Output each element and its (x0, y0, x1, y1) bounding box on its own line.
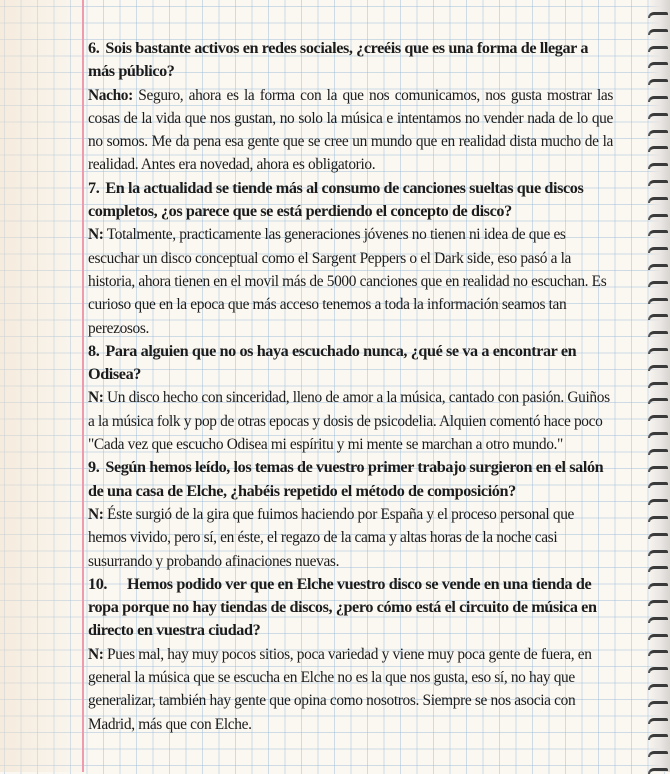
answer-text: Totalmente, practicamente las generaciones jóvenes no tienen ni idea de que es escuchar un disco conceptual como el Sargent Peppers o el Dark side, eso pasó a la historia, ahora tienen en el movil más de 5000 canciones que en realidad no escuchan. Es curioso que en la epoca que más acceso tenemos a toda la información seamos tan perezosos. (88, 226, 607, 337)
spiral-ring (648, 482, 668, 488)
spiral-ring (648, 62, 668, 68)
answer-9 (88, 503, 613, 573)
spiral-ring (648, 214, 668, 220)
spiral-ring (648, 684, 668, 690)
spiral-ring (648, 667, 668, 673)
spiral-ring (648, 718, 668, 724)
question-number: 8. (88, 341, 100, 360)
answer-text: Seguro, ahora es la forma con la que nos comunicamos, nos gusta mostrar las cosas de la vida que nos gustan, no solo la música e intentamos no vender nada de lo que no somos. Me da pena esa gente que se cree un mundo que en realidad dista mucho de la realidad. Antes era novedad, ahora es obligatorio. (88, 86, 613, 174)
question-number: 10. (88, 574, 108, 593)
question-text: En la actualidad se tiende más al consumo de canciones sueltas que discos completos, ¿os parece que se está perdiendo el concepto de disco? (88, 178, 584, 221)
interview-text (88, 37, 613, 736)
spiral-ring (648, 298, 668, 304)
answer-text: Éste surgió de la gira que fuimos haciendo por España y el proceso personal que hemos vivido, pero sí, en éste, el regazo de la cama y altas horas de la noche casi susurrando y probando afinaciones nuevas. (88, 505, 575, 570)
answer-text: Pues mal, hay muy pocos sitios, poca variedad y viene muy poca gente de fuera, en general la música que se escucha en Elche no es la que nos gusta, eso sí, no hay que generalizar, también hay gente que opina como nosotros. Siempre se nos asocia con Madrid, más que con Elche. (88, 645, 592, 733)
spiral-ring (648, 130, 668, 136)
question-text: Hemos podido ver que en Elche vuestro disco se vende en una tienda de ropa porque no hay tiendas de discos, ¿pero cómo está el circuito de música en directo en vuestra ciudad? (88, 574, 597, 640)
spiral-ring (648, 701, 668, 707)
spiral-ring (648, 415, 668, 421)
spiral-ring (648, 146, 668, 152)
spiral-ring (648, 550, 668, 556)
paper-edge-shade (0, 0, 82, 772)
spiral-ring (648, 197, 668, 203)
spiral-ring (648, 533, 668, 539)
spiral-ring (648, 516, 668, 522)
spiral-ring (648, 617, 668, 623)
spiral-ring (648, 768, 668, 774)
spiral-ring (648, 600, 668, 606)
question-text: Según hemos leído, los temas de vuestro primer trabajo surgieron en el salón de una casa de Elche, ¿habéis repetido el método de composición? (88, 458, 604, 500)
spiral-ring (648, 264, 668, 270)
spiral-ring (648, 12, 668, 18)
answer-text: Un disco hecho con sinceridad, lleno de amor a la música, cantado con pasión. Guiños a la música folk y pop de otras epocas y dosis de psicodelia. Alquien comentó hace poco "Cada vez que escucho Odisea mi espíritu y mi mente se marchan a otro mundo." (88, 389, 610, 454)
spiral-ring (648, 113, 668, 119)
spiral-ring (648, 499, 668, 505)
question-number: 6. (88, 39, 100, 57)
question-number: 7. (88, 178, 100, 197)
spiral-ring (648, 46, 668, 52)
spiral-ring (648, 734, 668, 740)
margin-line (82, 0, 84, 772)
question-text: Para alguien que no os haya escuchado nunca, ¿qué se va a encontrar en Odisea? (88, 341, 577, 384)
question-6 (88, 37, 613, 84)
spiral-ring (648, 79, 668, 85)
answer-10 (88, 643, 613, 736)
spiral-ring (648, 365, 668, 371)
question-10 (88, 573, 613, 643)
speaker-label: N: (88, 505, 104, 523)
spiral-ring (648, 29, 668, 35)
question-text: Sois bastante activos en redes sociales, ¿creéis que es una forma de llegar a más público? (88, 39, 589, 81)
spiral-ring (648, 466, 668, 472)
answer-6 (88, 84, 613, 177)
spiral-ring (648, 566, 668, 572)
answer-7 (88, 223, 613, 339)
spiral-ring (648, 398, 668, 404)
spiral-ring (648, 432, 668, 438)
spiral-ring (648, 348, 668, 354)
speaker-label: Nacho: (88, 86, 133, 104)
spiral-ring (648, 281, 668, 287)
spiral-ring (648, 634, 668, 640)
spiral-ring (648, 163, 668, 169)
question-number: 9. (88, 458, 100, 477)
spiral-ring (648, 180, 668, 186)
spiral-binding (646, 0, 670, 772)
spiral-ring (648, 583, 668, 589)
answer-8 (88, 386, 613, 456)
question-7 (88, 177, 613, 224)
speaker-label: N: (88, 389, 104, 407)
spiral-ring (648, 230, 668, 236)
spiral-ring (648, 751, 668, 757)
speaker-label: N: (88, 226, 104, 244)
spiral-ring (648, 331, 668, 337)
question-8 (88, 340, 613, 387)
spiral-ring (648, 449, 668, 455)
speaker-label: N: (88, 645, 104, 663)
spiral-ring (648, 382, 668, 388)
spiral-ring (648, 650, 668, 656)
spiral-ring (648, 96, 668, 102)
spiral-ring (648, 247, 668, 253)
spiral-ring (648, 314, 668, 320)
question-9 (88, 456, 613, 503)
